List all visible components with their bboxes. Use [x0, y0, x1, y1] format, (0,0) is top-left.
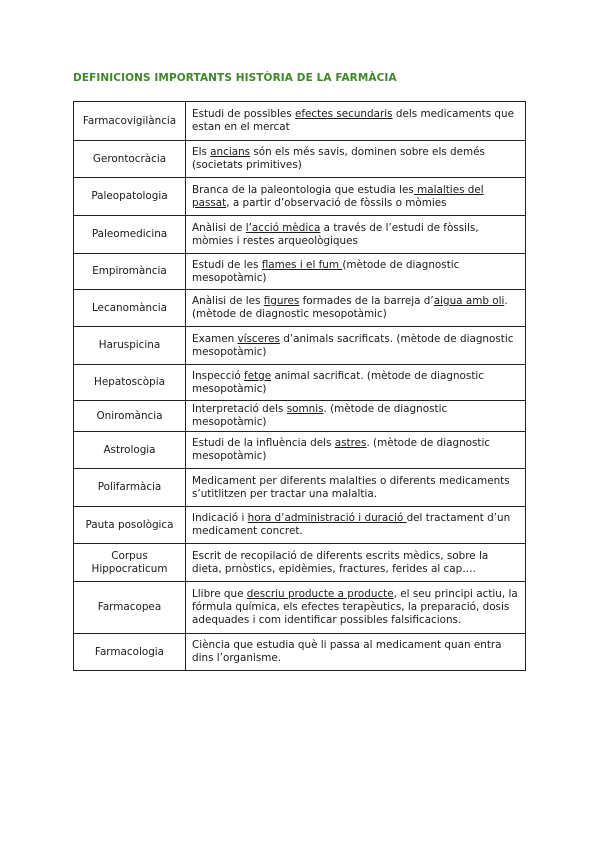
document-title: DEFINICIONS IMPORTANTS HISTÒRIA DE LA FARMÀCIA — [73, 72, 397, 84]
definition-text: d’animals sacrificats. (mètode de diagnostic mesopotàmic) — [192, 332, 514, 358]
underlined-keyword: astres — [334, 437, 367, 449]
term-cell: Lecanomància — [74, 290, 186, 327]
table-row — [74, 401, 526, 432]
definitions-table-body — [74, 102, 526, 671]
definition-text: Escrit de recopilació de diferents escrits mèdics, sobre la dieta, prnòstics, epidèmies, fractures, ferides al cap…. — [192, 549, 489, 575]
table-row — [74, 216, 526, 254]
term-cell: Corpus Hippocraticum — [74, 544, 186, 582]
definition-cell — [186, 365, 526, 401]
definition-text: Inspecció — [192, 369, 245, 382]
definition-text: , el seu principi actiu, la fórmula química, els efectes terapèutics, la preparació, dosis adequades i com identificar possibles falsificacions. — [192, 588, 518, 626]
definition-cell — [186, 327, 526, 365]
table-row — [74, 634, 526, 671]
definition-text: Branca de la paleontologia que estudia les — [192, 183, 414, 196]
table-row — [74, 102, 526, 141]
definition-cell — [186, 102, 526, 141]
underlined-keyword: figures — [263, 295, 300, 307]
term-cell: Polifarmàcia — [74, 469, 186, 507]
definition-text: Medicament per diferents malalties o diferents medicaments s’utitlitzen per tractar una malaltia. — [192, 474, 510, 500]
definition-text: Estudi de les — [192, 258, 262, 271]
definition-text: animal sacrificat. (mètode de diagnostic mesopotàmic) — [192, 369, 484, 395]
term-cell: Hepatoscòpia — [74, 365, 186, 401]
table-row — [74, 469, 526, 507]
term-cell: Farmacopea — [74, 582, 186, 634]
term-cell: Farmacovigilància — [74, 102, 186, 141]
definition-text: a través de l’estudi de fòssils, mòmies i restes arqueològiques — [192, 221, 479, 247]
term-cell: Gerontocràcia — [74, 141, 186, 178]
definition-text: Anàlisi de — [192, 221, 246, 234]
definition-text: Ciència que estudia què li passa al medicament quan entra dins l’organisme. — [192, 639, 502, 664]
definition-text: del tractament d’un medicament concret. — [192, 512, 511, 537]
underlined-keyword: somnis — [286, 403, 324, 415]
term-cell: Haruspicina — [74, 327, 186, 365]
definition-cell — [186, 582, 526, 634]
definition-text: dels medicaments que estan en el mercat — [192, 108, 514, 133]
term-cell: Oniromància — [74, 401, 186, 432]
definition-cell — [186, 178, 526, 216]
definition-text: Estudi de possibles — [192, 108, 295, 120]
definition-text: són els més savis, dominen sobre els demés (societats primitives) — [192, 146, 485, 171]
definitions-table — [73, 101, 526, 671]
definition-text: . (mètode de diagnostic mesopotàmic) — [192, 403, 448, 428]
definition-cell — [186, 216, 526, 254]
underlined-keyword: flames i el fum — [261, 258, 343, 271]
definition-text: formades de la barreja d’ — [299, 295, 434, 307]
underlined-keyword: descriu producte a producte — [246, 588, 394, 600]
definition-text: Examen — [192, 332, 238, 345]
underlined-keyword: fetge — [244, 369, 272, 382]
term-cell: Pauta posològica — [74, 507, 186, 544]
table-row — [74, 507, 526, 544]
definition-text: Llibre que — [192, 588, 247, 600]
table-row — [74, 178, 526, 216]
definition-text: (mètode de diagnostic mesopotàmic) — [192, 258, 460, 284]
underlined-keyword: malalties del passat — [192, 183, 484, 209]
definition-text: Estudi de la influència dels — [192, 437, 335, 449]
definition-text: Els — [192, 146, 211, 158]
definition-cell — [186, 634, 526, 671]
definition-cell — [186, 507, 526, 544]
table-row — [74, 544, 526, 582]
definition-cell — [186, 401, 526, 432]
definition-text: . (mètode de diagnostic mesopotàmic) — [192, 437, 491, 462]
underlined-keyword: vísceres — [237, 332, 280, 345]
underlined-keyword: l’acció mèdica — [245, 221, 321, 234]
definition-cell — [186, 469, 526, 507]
definition-text: Anàlisi de les — [192, 295, 264, 307]
table-row — [74, 432, 526, 469]
table-row — [74, 254, 526, 290]
definition-text: Interpretació dels — [192, 403, 287, 415]
table-row — [74, 327, 526, 365]
definition-text: , a partir d’observació de fòssils o mòmies — [226, 196, 447, 209]
definition-cell — [186, 544, 526, 582]
underlined-keyword: efectes secundaris — [294, 108, 393, 120]
definition-text: Indicació i — [192, 512, 248, 524]
definition-cell — [186, 141, 526, 178]
definition-cell — [186, 432, 526, 469]
table-row — [74, 290, 526, 327]
table-row — [74, 141, 526, 178]
underlined-keyword: hora d’administració i duració — [247, 512, 407, 524]
definition-cell — [186, 254, 526, 290]
table-row — [74, 365, 526, 401]
table-row — [74, 582, 526, 634]
definition-cell — [186, 290, 526, 327]
definition-text: . (mètode de diagnostic mesopotàmic) — [192, 295, 508, 320]
term-cell: Astrologia — [74, 432, 186, 469]
underlined-keyword: ancians — [210, 146, 251, 158]
term-cell: Paleomedicina — [74, 216, 186, 254]
term-cell: Farmacologia — [74, 634, 186, 671]
underlined-keyword: aigua amb oli — [433, 295, 505, 307]
term-cell: Empiromància — [74, 254, 186, 290]
term-cell: Paleopatologia — [74, 178, 186, 216]
